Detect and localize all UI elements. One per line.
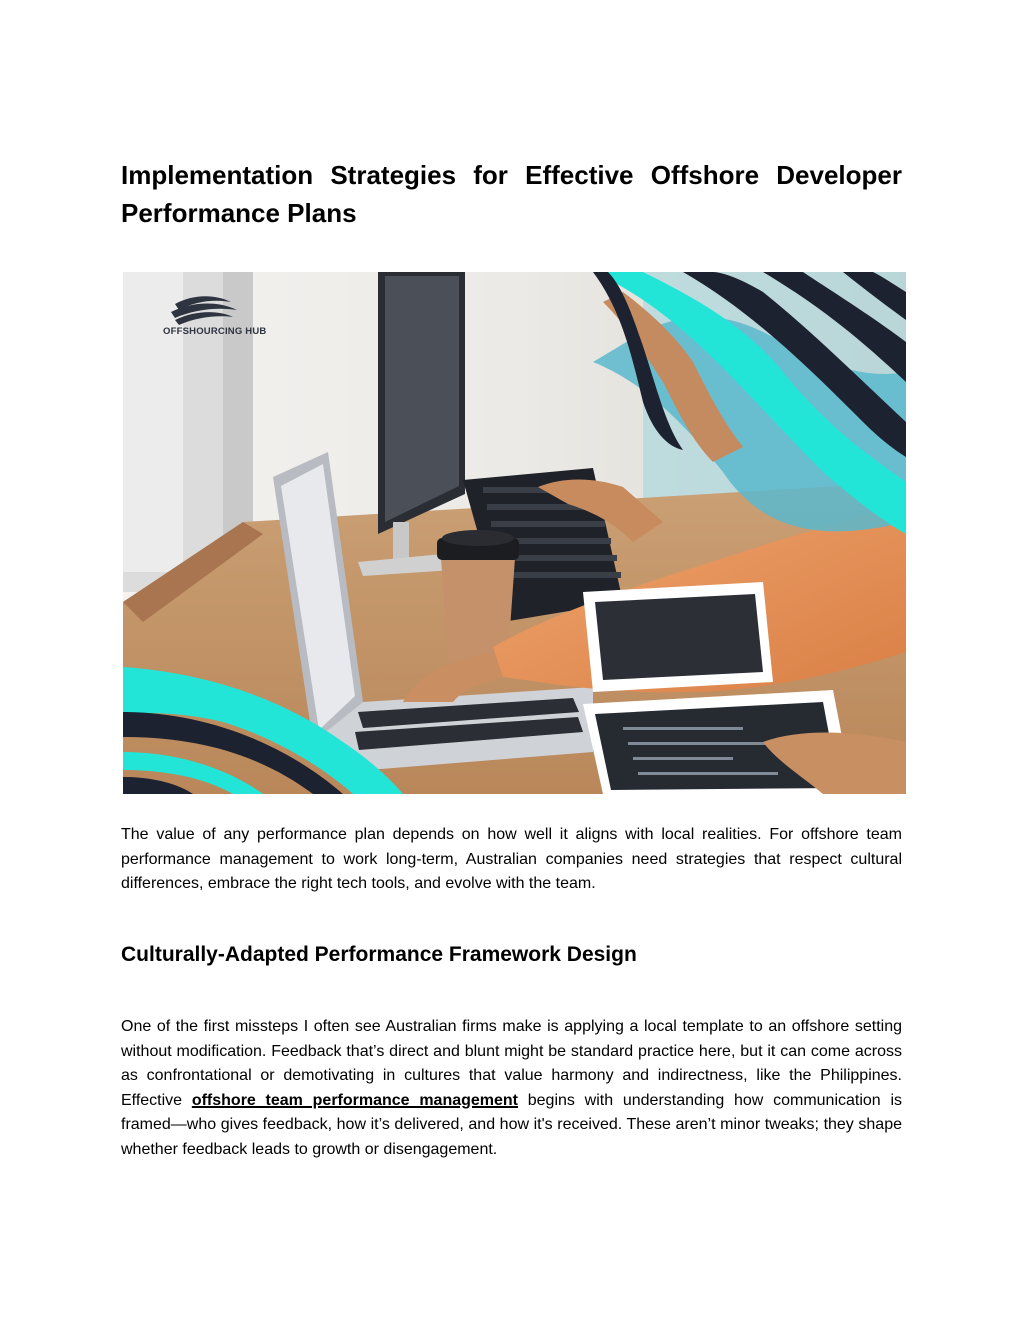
- hero-illustration: [123, 272, 906, 794]
- page-title: Implementation Strategies for Effective Offshore Developer Performance Plans: [121, 160, 902, 228]
- section-heading: Culturally-Adapted Performance Framework Design: [121, 943, 637, 966]
- paragraph-text-after-link: begins with understanding how communication is framed—who gives feedback, how it’s delivered, and how it's received. These aren’t minor tweaks; they shape whether feedback leads to growth or disengagement.: [121, 1091, 902, 1158]
- body-paragraph: [121, 1015, 902, 1162]
- logo-text: OFFSHOURCING HUB: [163, 326, 267, 337]
- intro-paragraph: The value of any performance plan depends on how well it aligns with local realities. For offshore team performance management to work long-term, Australian companies need strategies that respect cultural differences, embrace the right tech tools, and evolve with the team.: [121, 826, 902, 892]
- offshore-team-performance-management-link[interactable]: offshore team performance management: [191, 1091, 519, 1109]
- hero-image: [123, 272, 906, 794]
- paragraph-text-before-link: One of the first missteps I often see Australian firms make is applying a local template to an offshore setting without modification. Feedback that’s direct and blunt might be standard practice here, but it can come across as confrontational or demotivating in cultures that value harmony and indirectness, like the Philippines. Effective: [121, 1018, 902, 1109]
